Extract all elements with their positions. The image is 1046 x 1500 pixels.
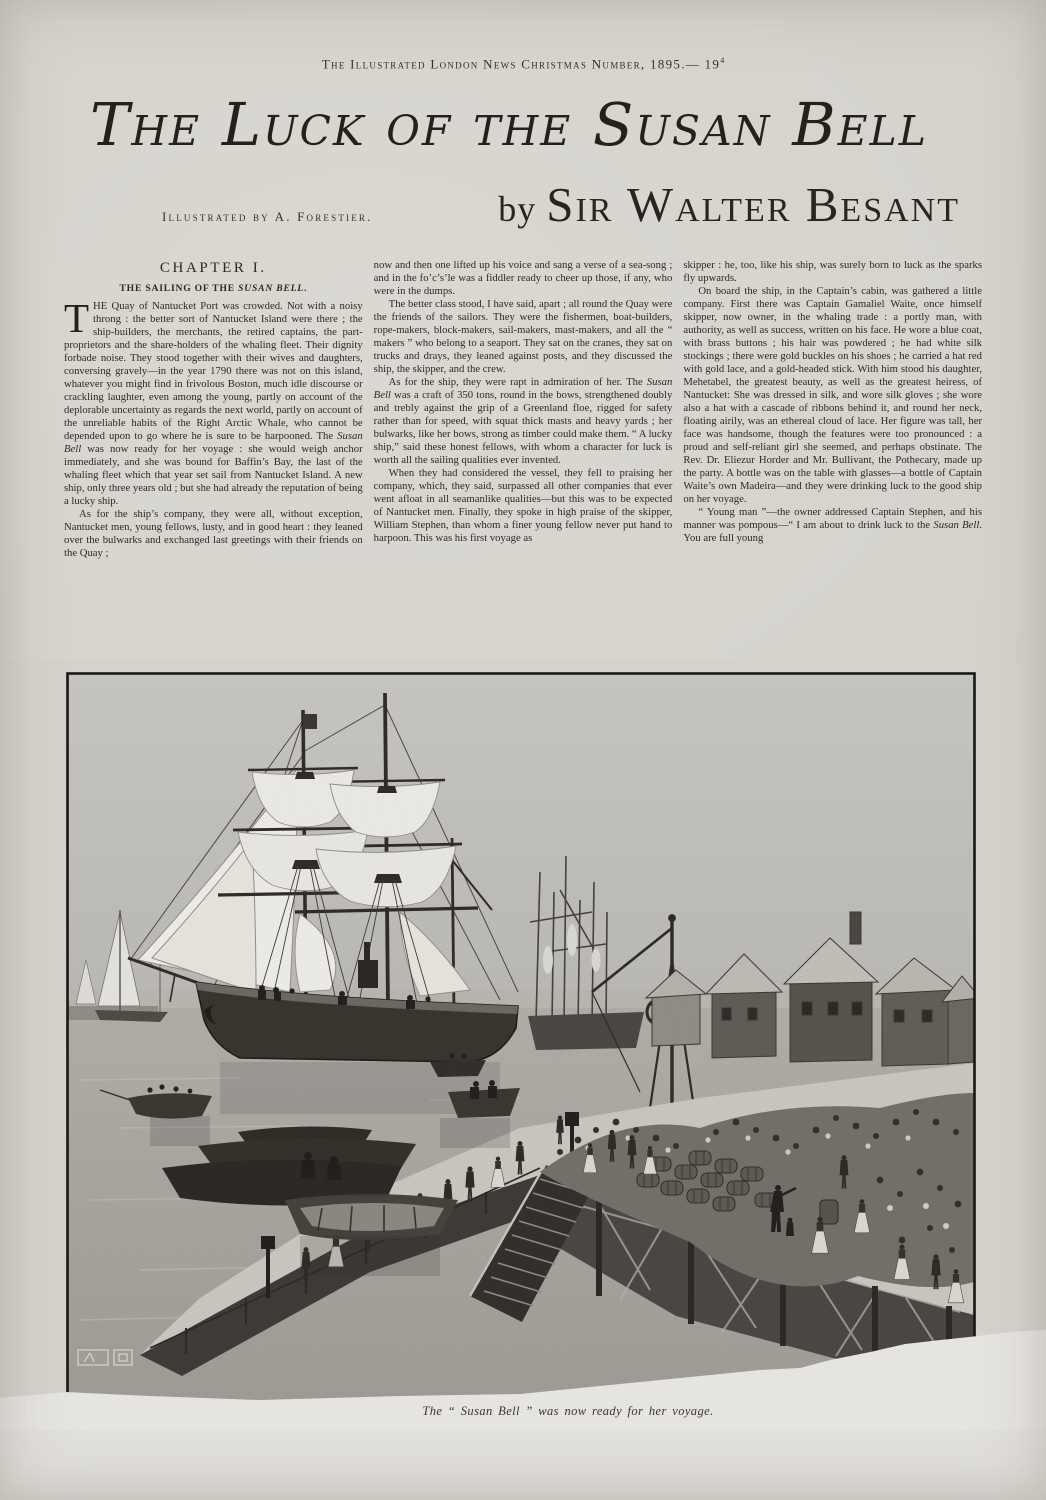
text-column-1 <box>64 259 363 560</box>
byline-prefix: by <box>498 189 547 230</box>
byline-row <box>0 159 1046 235</box>
paragraph: As for the ship, they were rapt in admiration of her. The Susan Bell was a craft of 350 tons, round in the bows, strengthened doubly and trebly against the grip of a Greenland floe, rigged for safety rather than for speed, with squat thick masts and heavy yards ; her bulwarks, like her bows, strong as timber could make them. “ A lucky ship,” said these honest fellows, with whom a character for luck is worth all the sailing qualities ever invented. <box>373 376 673 467</box>
chapter-subheading: THE SAILING OF THE SUSAN BELL. <box>119 282 308 294</box>
text-column-2 <box>374 259 673 560</box>
paragraph: The better class stood, I have said, apart ; all round the Quay were the friends of the sailors. They were the fishermen, boat-builders, rope-makers, block-makers, sail-makers, mast-makers, and all the “ makers ” who belong to a seaport. They sat on the cranes, they sat on trucks and drays, they leaned against posts, and they discussed the ship, the skipper, and the crew. <box>373 298 673 376</box>
masthead-page-mark: 4 <box>720 56 725 65</box>
column-3-paragraphs <box>683 259 982 545</box>
harbour-illustration <box>0 660 1046 1500</box>
illustrator-credit: Illustrated by A. Forestier. <box>162 209 373 225</box>
paragraph: “ Young man ”—the owner addressed Captain Stephen, and his manner was pompous—“ I am about to drink luck to the Susan Bell. You are full young <box>683 506 983 545</box>
text-column-3 <box>683 259 982 560</box>
masthead <box>0 56 1046 72</box>
paragraph: skipper : he, too, like his ship, was surely born to luck as the sparks fly upwards. <box>683 259 983 285</box>
column-1-paragraphs <box>64 295 363 560</box>
paragraph: now and then one lifted up his voice and sang a verse of a sea-song ; and in the fo’c’s’le was a fiddler ready to cheer up those, if any, who were in the dumps. <box>373 259 673 298</box>
story-title: The Luck of the Susan Bell <box>90 90 928 160</box>
masthead-text: The Illustrated London News Christmas Number, 1895.— 19 <box>321 56 721 72</box>
paragraph: On board the ship, in the Captain’s cabin, was gathered a little company. First there was Captain Gamaliel Waite, once himself skipper, now owner, in the whaling trade : a portly man, with authority, as well as success, written on his face. He wore a blue coat, with brass buttons ; his hair was powdered ; he had white silk stockings ; there were gold buckles on his shoes ; he carried a hat red with gold lace, and a gold-headed stick. With him stood his daughter, Mehetabel, the greatest beauty, as well as the greatest heiress, of Nantucket: She was dressed in silk, and wore silk gloves ; she wore also a hat with a cascade of ribbons behind it, and round her neck, floating airily, was an ethereal cloud of lace. Her figure was tall, her face was handsome, though the features were too pronounced : a proud and self-reliant girl she seemed, and perhaps obstinate. The Rev. Dr. Eliezur Horder and Mr. Bullivant, the Pothecary, made up the party. A bottle was on the table with glasses—a bottle of Captain Waite’s own Madeira—and they were drinking luck to the good ship on her voyage. <box>683 285 983 506</box>
byline-name: Sir Walter Besant <box>546 177 960 233</box>
illustration-caption: The “ Susan Bell ” was now ready for her voyage. <box>422 1404 714 1418</box>
article-body <box>64 259 982 560</box>
plate-scene <box>68 675 980 1440</box>
column-2-paragraphs <box>374 259 673 545</box>
paragraph: As for the ship’s company, they were all, without exception, Nantucket men, young fellows, lusty, and in good heart : they leaned over the bulwarks and exchanged last greetings with their friends on the Quay ; <box>64 508 363 560</box>
illustration-section <box>0 660 1046 1500</box>
chapter-heading: CHAPTER I. <box>159 260 267 277</box>
author-byline <box>498 176 960 233</box>
paragraph: When they had considered the vessel, they fell to praising her company, which, they said, surpassed all other companies that ever went afloat in all seamanlike qualities—but this was to be expected of Nantucket men. Finally, they spoke in high praise of the skipper, William Stephen, than whom a finer young fellow never put hand to harpoon. This was his first voyage as <box>373 467 673 545</box>
paragraph: THE Quay of Nantucket Port was crowded. Not with a noisy throng : the better sort of Nantucket Island were there ; the ship-builders, the merchants, the retired captains, the part-proprietors and the share-holders of the whaling fleet. Their dignity forbade noise. They stood together with their wives and daughters, conversing gravely—in the year 1790 there was not on this island, whatever you might find in frivolous Boston, much idle discourse or crackling laughter, even among the young, partly on account of the deplorable uncertainty as regards the next world, partly on account of the unreliable habits of the Right Arctic Whale, who cannot be depended upon to go where he is sure to be harpooned. The Susan Bell was now ready for her voyage : she would weigh anchor immediately, and she was bound for Baffin’s Bay, the last of the whaling fleet which that year set sail from Nantucket Island. A new ship, only three years old ; but she had already the reputation of being a lucky ship. <box>64 295 363 508</box>
